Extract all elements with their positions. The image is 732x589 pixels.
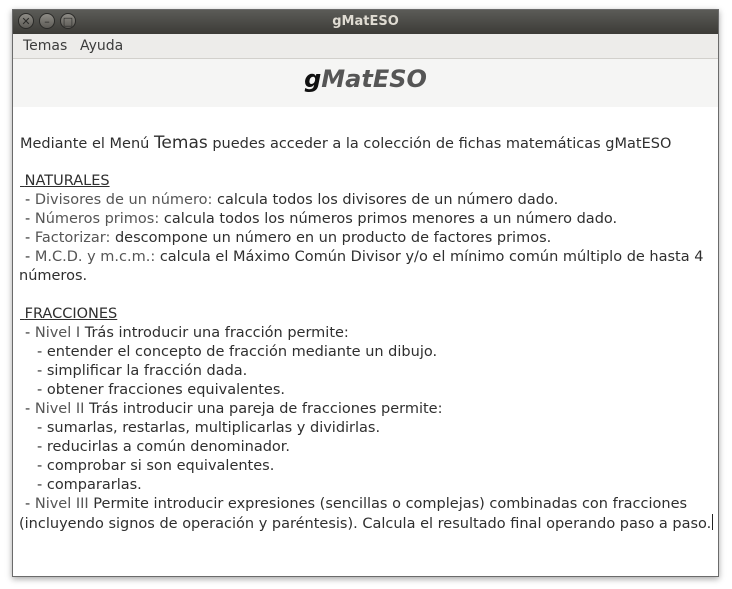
nivel-1-item: - obtener fracciones equivalentes. xyxy=(37,382,285,398)
menu-bar xyxy=(13,34,718,59)
nivel-1-item: - entender el concepto de fracción mediante un dibujo. xyxy=(37,344,438,360)
fracciones-continuation: (incluyendo signos de operación y paréntesis). Calcula el resultado final operando paso a paso. xyxy=(19,516,712,532)
item-desc: calcula todos los divisores de un número dado. xyxy=(212,192,559,208)
nivel-2-item: - comprobar si son equivalentes. xyxy=(37,458,275,474)
nivel-2-item: - sumarlas, restarlas, multiplicarlas y dividirlas. xyxy=(37,420,381,436)
intro-before: Mediante el Menú xyxy=(20,136,154,152)
header-band xyxy=(13,59,718,107)
intro-line xyxy=(20,134,671,154)
naturales-continuation: números. xyxy=(19,268,88,284)
intro-after: puedes acceder a la colección de fichas matemáticas gMatESO xyxy=(207,136,672,152)
app-window xyxy=(12,9,719,577)
nivel-1-line: - Nivel I Trás introducir una fracción permite: xyxy=(25,325,349,341)
item-name: Factorizar: xyxy=(34,230,111,246)
title-bar[interactable] xyxy=(13,10,718,34)
app-title-g: g xyxy=(304,65,322,93)
naturales-item: - Divisores de un número: calcula todos los divisores de un número dado. xyxy=(25,192,559,208)
naturales-item: - Números primos: calcula todos los números primos menores a un número dado. xyxy=(25,211,618,227)
menu-ayuda[interactable]: Ayuda xyxy=(80,38,124,54)
info-text-area[interactable] xyxy=(13,107,718,576)
item-desc: calcula el Máximo Común Divisor y/o el mínimo común múltiplo de hasta 4 xyxy=(155,249,704,265)
nivel-3-line: - Nivel III Permite introducir expresiones (sencillas o complejas) combinadas con fracciones xyxy=(25,496,688,512)
item-desc: descompone un número en un producto de factores primos. xyxy=(110,230,552,246)
nivel-2-line: - Nivel II Trás introducir una pareja de fracciones permite: xyxy=(25,401,443,417)
nivel-2-item: - reducirlas a común denominador. xyxy=(37,439,291,455)
minimize-icon[interactable]: – xyxy=(39,13,55,29)
window-title: gMatESO xyxy=(332,14,399,29)
item-desc: calcula todos los números primos menores a un número dado. xyxy=(159,211,618,227)
nivel-1-item: - simplificar la fracción dada. xyxy=(37,363,248,379)
nivel-name: Nivel II xyxy=(34,401,85,417)
item-name: Divisores de un número: xyxy=(34,192,213,208)
maximize-icon[interactable]: □ xyxy=(60,13,76,29)
section-fracciones-title xyxy=(20,305,117,324)
naturales-item: - Factorizar: descompone un número en un producto de factores primos. xyxy=(25,230,552,246)
naturales-heading: NATURALES xyxy=(24,173,110,189)
menu-temas[interactable]: Temas xyxy=(23,38,68,54)
fracciones-heading: FRACCIONES xyxy=(24,306,118,322)
app-title xyxy=(13,65,718,93)
nivel-name: Nivel III xyxy=(34,496,89,512)
section-naturales-title xyxy=(20,172,110,191)
item-name: Números primos: xyxy=(34,211,160,227)
close-icon[interactable]: ✕ xyxy=(18,13,34,29)
text-cursor xyxy=(712,514,713,530)
app-title-rest: MatESO xyxy=(321,65,427,93)
nivel-name: Nivel I xyxy=(34,325,81,341)
naturales-item: - M.C.D. y m.c.m.: calcula el Máximo Común Divisor y/o el mínimo común múltiplo de hasta 4 xyxy=(25,249,704,265)
item-name: M.C.D. y m.c.m.: xyxy=(34,249,156,265)
intro-menu-word: Temas xyxy=(153,133,208,153)
nivel-2-item: - compararlas. xyxy=(37,477,142,493)
